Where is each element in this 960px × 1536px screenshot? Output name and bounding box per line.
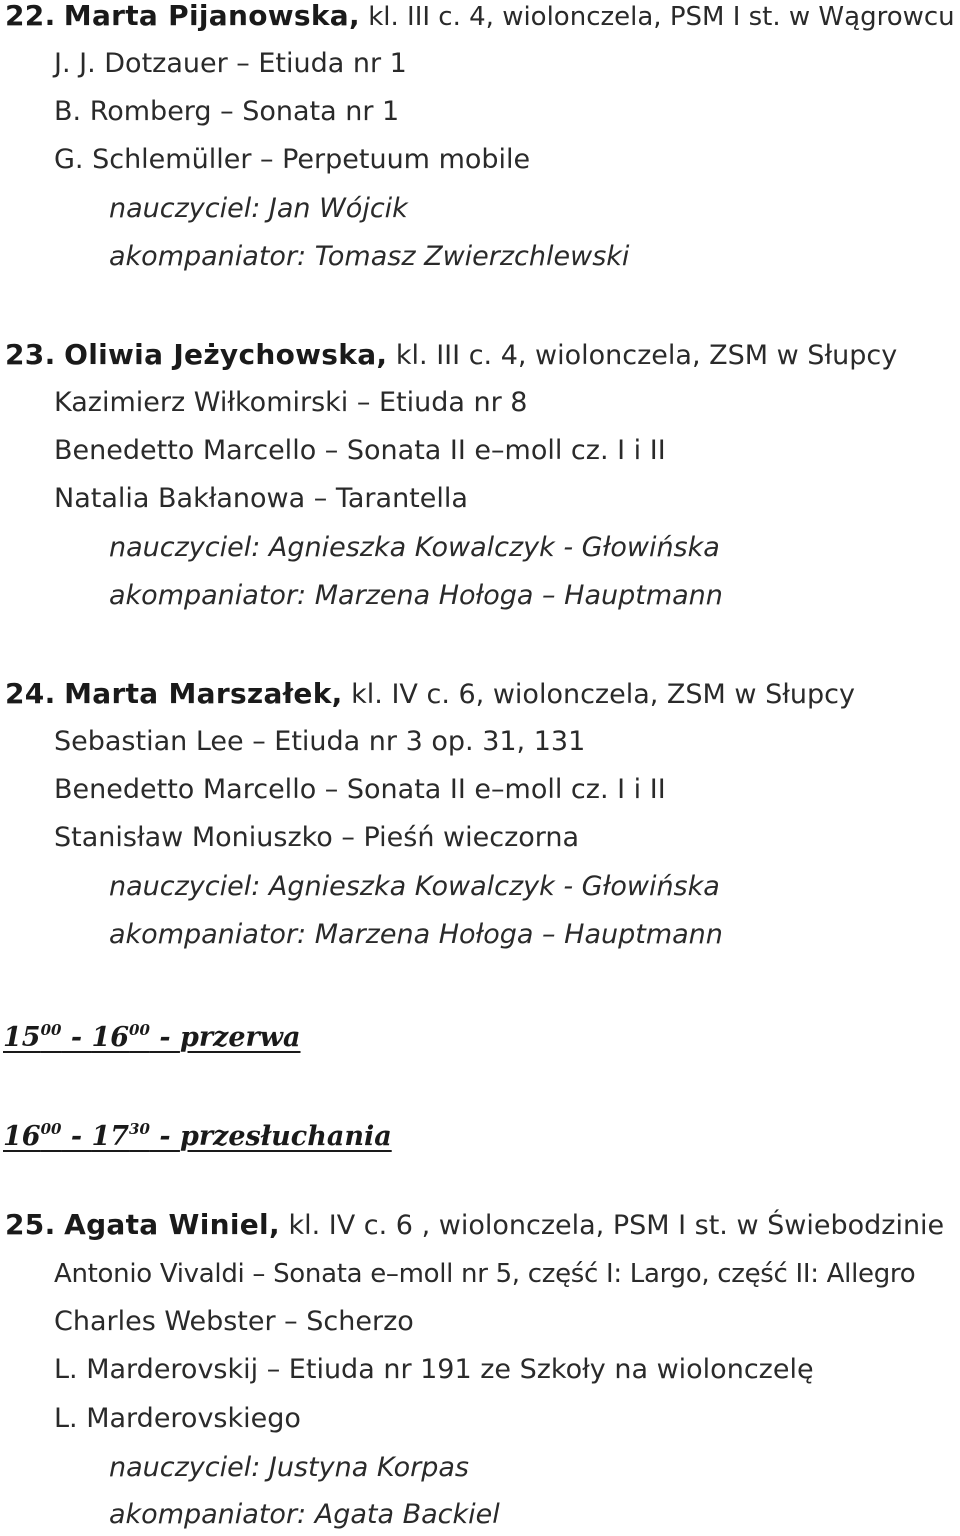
student-name: Agata Winiel, [64, 1208, 280, 1241]
piece: Benedetto Marcello – Sonata II e–moll cz. I i II [54, 435, 666, 466]
entry-details: kl. III c. 4, wiolonczela, ZSM w Słupcy [395, 340, 898, 371]
entry-heading [5, 676, 855, 712]
entry-details: kl. III c. 4, wiolonczela, PSM I st. w Wągrowcu [368, 2, 955, 32]
entry-heading [5, 337, 897, 373]
schedule-label: przesłuchania [179, 1121, 392, 1152]
schedule-slot-auditions: $16^{00} - 17^{30}$ - przesłuchania [3, 1120, 392, 1152]
accompanist: akompaniator: Marzena Hołoga – Hauptmann [109, 919, 723, 950]
piece: B. Romberg – Sonata nr 1 [54, 96, 400, 127]
schedule-label: przerwa [179, 1022, 301, 1053]
teacher: nauczyciel: Justyna Korpas [109, 1452, 469, 1483]
piece: Natalia Bakłanowa – Tarantella [54, 483, 468, 514]
schedule-slot-break: $15^{00} - 16^{00}$ - przerwa [3, 1021, 301, 1053]
piece: Stanisław Moniuszko – Pieśń wieczorna [54, 822, 580, 853]
accompanist: akompaniator: Agata Backiel [109, 1499, 500, 1530]
piece: Benedetto Marcello – Sonata II e–moll cz. I i II [54, 774, 666, 805]
piece: Sebastian Lee – Etiuda nr 3 op. 31, 131 [54, 726, 586, 757]
piece: J. J. Dotzauer – Etiuda nr 1 [54, 48, 407, 79]
student-name: Oliwia Jeżychowska, [64, 338, 388, 371]
piece: L. Marderovskij – Etiuda nr 191 ze Szkoły na wiolonczelę [54, 1354, 814, 1385]
piece: G. Schlemüller – Perpetuum mobile [54, 144, 531, 175]
piece: Antonio Vivaldi – Sonata e–moll nr 5, część I: Largo, część II: Allegro [54, 1259, 916, 1289]
teacher: nauczyciel: Agnieszka Kowalczyk - Głowińska [109, 871, 720, 902]
entry-details: kl. IV c. 6 , wiolonczela, PSM I st. w Świebodzinie [288, 1210, 945, 1241]
entry-number: 22. [5, 0, 56, 32]
teacher: nauczyciel: Jan Wójcik [109, 193, 408, 224]
entry-heading [5, 0, 955, 34]
entry-details: kl. IV c. 6, wiolonczela, ZSM w Słupcy [351, 679, 855, 710]
student-name: Marta Marszałek, [64, 677, 343, 710]
entry-number: 23. [5, 338, 56, 371]
entry-heading [5, 1207, 944, 1243]
piece: Charles Webster – Scherzo [54, 1306, 414, 1337]
teacher: nauczyciel: Agnieszka Kowalczyk - Głowińska [109, 532, 720, 563]
accompanist: akompaniator: Marzena Hołoga – Hauptmann [109, 580, 723, 611]
entry-number: 25. [5, 1208, 56, 1241]
student-name: Marta Pijanowska, [63, 0, 360, 32]
entry-number: 24. [5, 677, 56, 710]
accompanist: akompaniator: Tomasz Zwierzchlewski [109, 241, 630, 272]
piece: L. Marderovskiego [54, 1403, 301, 1434]
piece: Kazimierz Wiłkomirski – Etiuda nr 8 [54, 387, 528, 418]
